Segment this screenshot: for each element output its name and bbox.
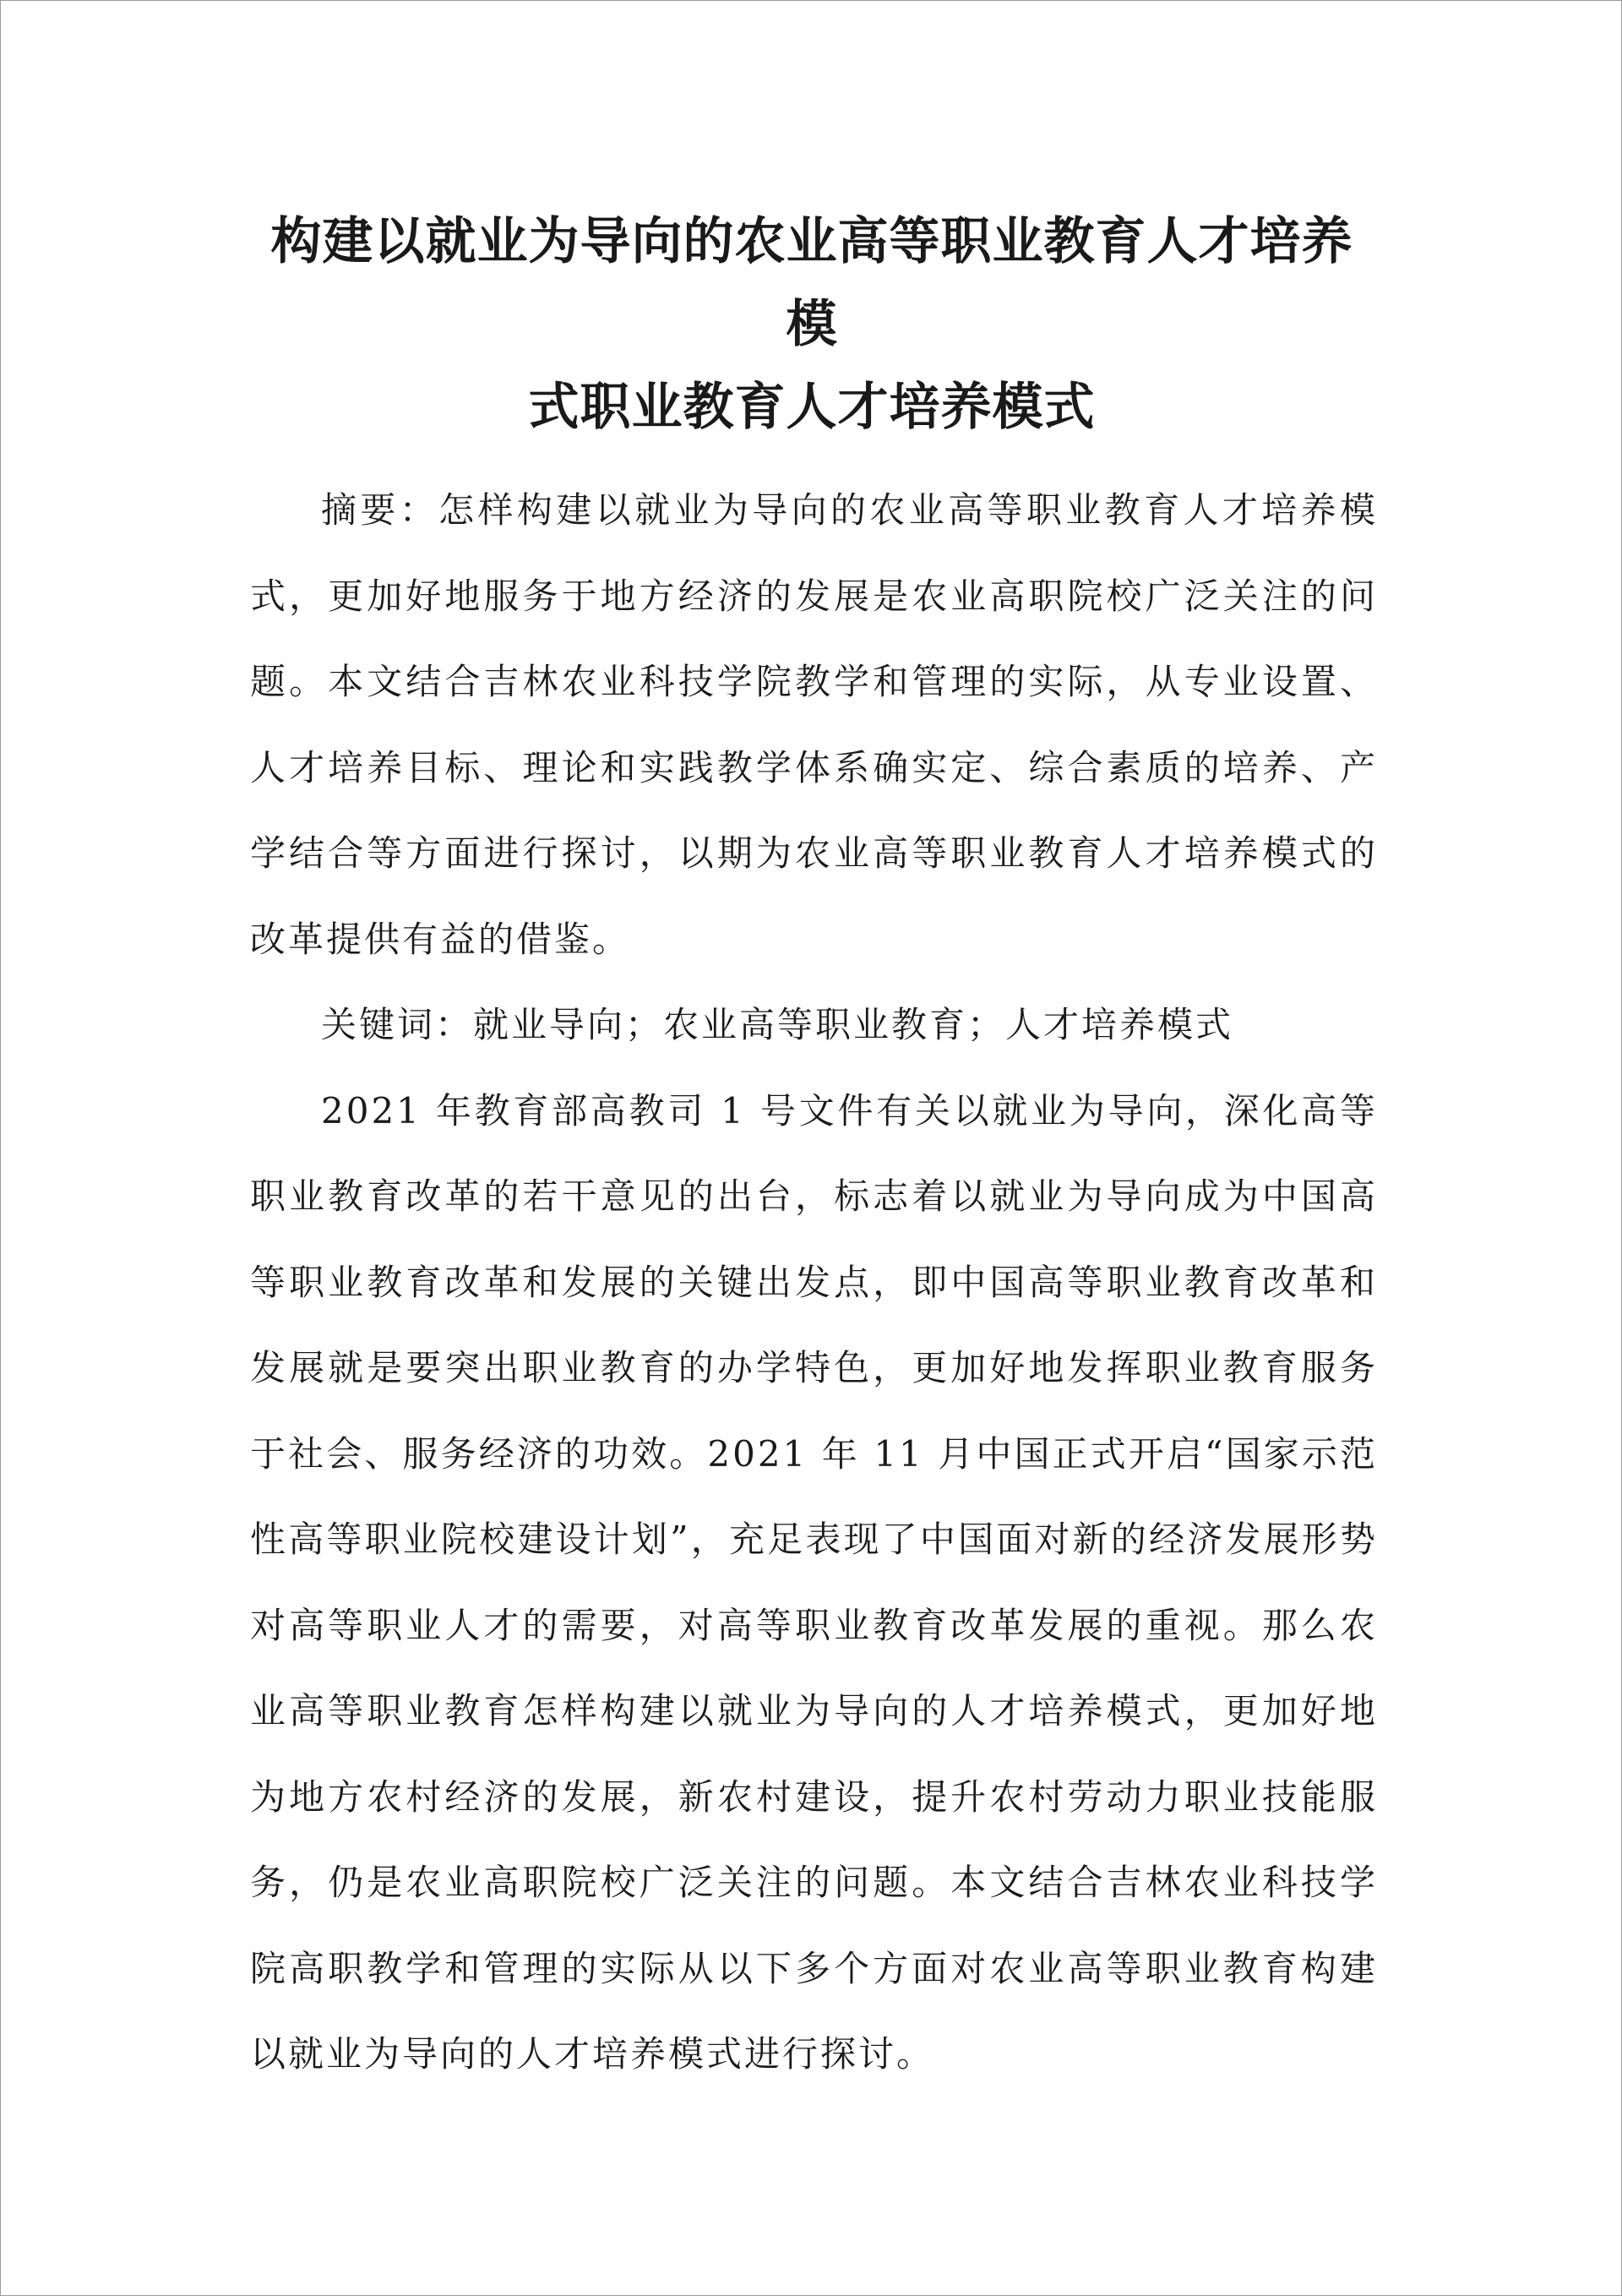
document-title [254, 200, 1369, 449]
body-paragraph: 2021 年教育部高教司 1 号文件有关以就业为导向，深化高等职业教育改革的若干意见的出台，标志着以就业为导向成为中国高等职业教育改革和发展的关键出发点，即中国高等职业教育改革和发展就是要突出职业教育的办学特色，更加好地发挥职业教育服务于社会、服务经济的功效。2021 年 11 月中国正式开启“国家示范性高等职业院校建设计划”，充足表现了中国面对新的经济发展形势对高等职业人才的需要，对高等职业教育改革发展的重视。那么农业高等职业教育怎样构建以就业为导向的人才培养模式，更加好地为地方农村经济的发展，新农村建设，提升农村劳动力职业技能服务，仍是农业高职院校广泛关注的问题。本文结合吉林农业科技学院高职教学和管理的实际从以下多个方面对农业高等职业教育构建以就业为导向的人才培养模式进行探讨。 [250, 1089, 1378, 2075]
document-body [250, 467, 1378, 2097]
title-line-1: 构建以就业为导向的农业高等职业教育人才培养模 [270, 212, 1353, 354]
title-line-2: 式职业教育人才培养模式 [528, 378, 1096, 437]
keywords-paragraph: 关键词：就业导向；农业高等职业教育；人才培养模式 [321, 1004, 1234, 1045]
abstract-paragraph: 摘要：怎样构建以就业为导向的农业高等职业教育人才培养模式，更加好地服务于地方经济的发展是农业高职院校广泛关注的问题。本文结合吉林农业科技学院教学和管理的实际，从专业设置、人才培养目标、理论和实践教学体系确实定、综合素质的培养、产学结合等方面进行探讨，以期为农业高等职业教育人才培养模式的改革提供有益的借鉴。 [250, 489, 1378, 960]
